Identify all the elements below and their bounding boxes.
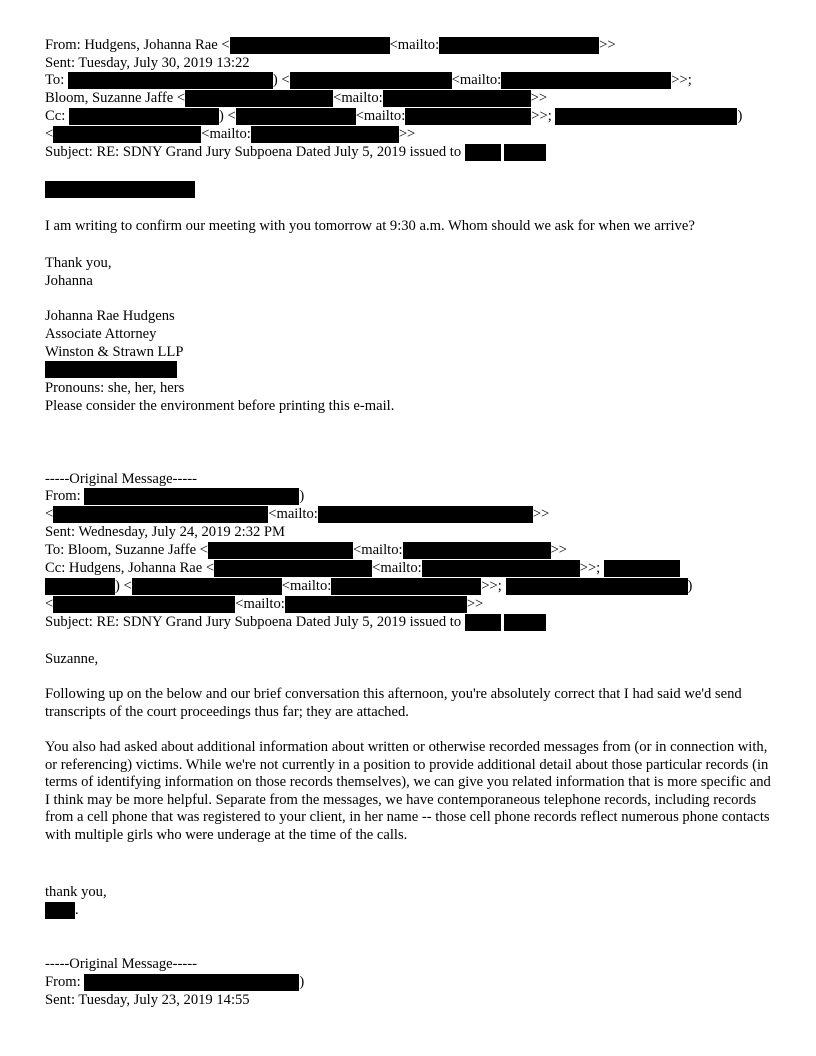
email2-sender-initials [45,902,79,919]
email2-paragraph-2: You also had asked about additional information about written or otherwise recorded messages from (or in connection with, or referencing) victims. While we're not currently in a position to provide additional detail about those particular records (in terms of identifying information on those records themselves), we can give you related information that is more specific and I think may be more helpful. Separate from the messages, we have contemporaneous telephone records, including records from a cell phone that was registered to your client, in her name -- those cell phone records reflect numerous phone contacts with multiple girls who were underage at the time of the calls. [45,739,771,843]
recipient-name: Bloom, Suzanne Jaffe < [45,90,186,106]
redaction [555,108,737,125]
redaction [68,72,273,89]
email1-sign-name: Johanna [45,273,93,289]
redaction [439,37,599,54]
redaction [405,108,531,125]
bracket: >>; [579,560,601,576]
redaction [53,126,201,143]
email2-subject-line [45,614,546,631]
mailto-label: <mailto: [451,72,502,88]
bracket: >> [466,596,484,612]
mailto-label: <mailto: [268,506,318,522]
signature-environment-note: Please consider the environment before printing this e-mail. [45,398,395,414]
mailto-label: <mailto: [372,560,422,576]
email2-paragraph-1: Following up on the below and our brief conversation this afternoon, you're absolutely correct that I had said we'd send transcripts of the court proceedings thus far; they are attached. [45,686,742,720]
to-label: To: Bloom, Suzanne Jaffe < [45,542,208,558]
redaction [422,560,580,577]
email1-to-line [45,72,692,89]
mailto-label: <mailto: [355,108,406,124]
bracket: ) [299,488,305,504]
redaction [318,506,533,523]
redaction [504,614,546,631]
email1-from-line [45,37,616,54]
email2-to-line [45,542,567,559]
redaction [236,108,356,125]
redaction [604,560,680,577]
redaction [69,108,219,125]
redaction [45,902,75,919]
original-message-divider-2: -----Original Message----- [45,956,197,972]
from-label: From: [45,488,81,504]
email1-cc-line [45,108,742,125]
signature-title: Associate Attorney [45,326,157,342]
redaction [506,578,688,595]
redaction [501,72,671,89]
bracket: ) < [218,108,236,124]
bracket: >> [599,37,616,53]
redaction [465,144,501,161]
bracket: ) [737,108,743,124]
redaction [331,578,481,595]
bracket: < [45,126,54,142]
subject-text: Subject: RE: SDNY Grand Jury Subpoena Dated July 5, 2019 issued to [45,144,462,160]
bracket: ) < [115,578,132,594]
redaction [185,90,333,107]
mailto-label: <mailto: [352,542,403,558]
mailto-label: <mailto: [333,90,383,106]
email2-cc-line-2 [45,578,692,595]
redaction [504,144,546,161]
email3-sent-line: Sent: Tuesday, July 23, 2019 14:55 [45,992,250,1008]
from-label: From: Hudgens, Johanna Rae < [45,37,230,53]
signature-phone-redaction [45,361,177,378]
email1-thanks: Thank you, [45,255,112,271]
redaction [465,614,501,631]
email2-cc-line-3 [45,596,483,613]
bracket: < [45,596,54,612]
bracket: ) [299,974,305,990]
salutation-redaction [45,181,195,198]
bracket: >>; [531,108,552,124]
redaction [53,506,268,523]
redaction [53,596,235,613]
email1-subject-line [45,144,546,161]
mailto-label: <mailto: [235,596,285,612]
bracket: >> [398,126,416,142]
redaction [285,596,467,613]
period: . [75,902,79,918]
signature-name: Johanna Rae Hudgens [45,308,175,324]
redaction [132,578,282,595]
bracket: >>; [671,72,692,88]
email1-cc-line-2 [45,126,415,143]
email3-from-line [45,974,304,991]
bracket: >> [550,542,568,558]
redaction [84,974,299,991]
bracket: < [45,506,54,522]
email1-to-line-2 [45,90,547,107]
signature-firm: Winston & Strawn LLP [45,344,184,360]
mailto-label: <mailto: [281,578,332,594]
to-label: To: [45,72,65,88]
from-label: From: [45,974,81,990]
bracket: >> [532,506,550,522]
redaction [403,542,551,559]
subject-text: Subject: RE: SDNY Grand Jury Subpoena Dated July 5, 2019 issued to [45,614,462,630]
email1-body: I am writing to confirm our meeting with you tomorrow at 9:30 a.m. Whom should we ask for when we arrive? [45,218,695,234]
bracket: >> [530,90,548,106]
redaction [383,90,531,107]
bracket: ) [687,578,693,594]
cc-label: Cc: [45,108,66,124]
redaction [45,578,115,595]
redaction [84,488,299,505]
redaction [230,37,390,54]
bracket: ) < [272,72,290,88]
redaction [214,560,372,577]
email1-sent-line: Sent: Tuesday, July 30, 2019 13:22 [45,55,250,71]
mailto-label: <mailto: [389,37,440,53]
email2-from-line [45,488,304,505]
email2-greeting: Suzanne, [45,651,99,667]
email2-from-line-2 [45,506,549,523]
redaction [208,542,353,559]
original-message-divider: -----Original Message----- [45,471,197,487]
redaction [251,126,399,143]
email2-cc-line [45,560,680,577]
email2-closing: thank you, [45,884,107,900]
bracket: >>; [481,578,502,594]
mailto-label: <mailto: [201,126,251,142]
redaction [290,72,452,89]
signature-pronouns: Pronouns: she, her, hers [45,380,185,396]
cc-label: Cc: Hudgens, Johanna Rae < [45,560,215,576]
email2-sent-line: Sent: Wednesday, July 24, 2019 2:32 PM [45,524,286,540]
